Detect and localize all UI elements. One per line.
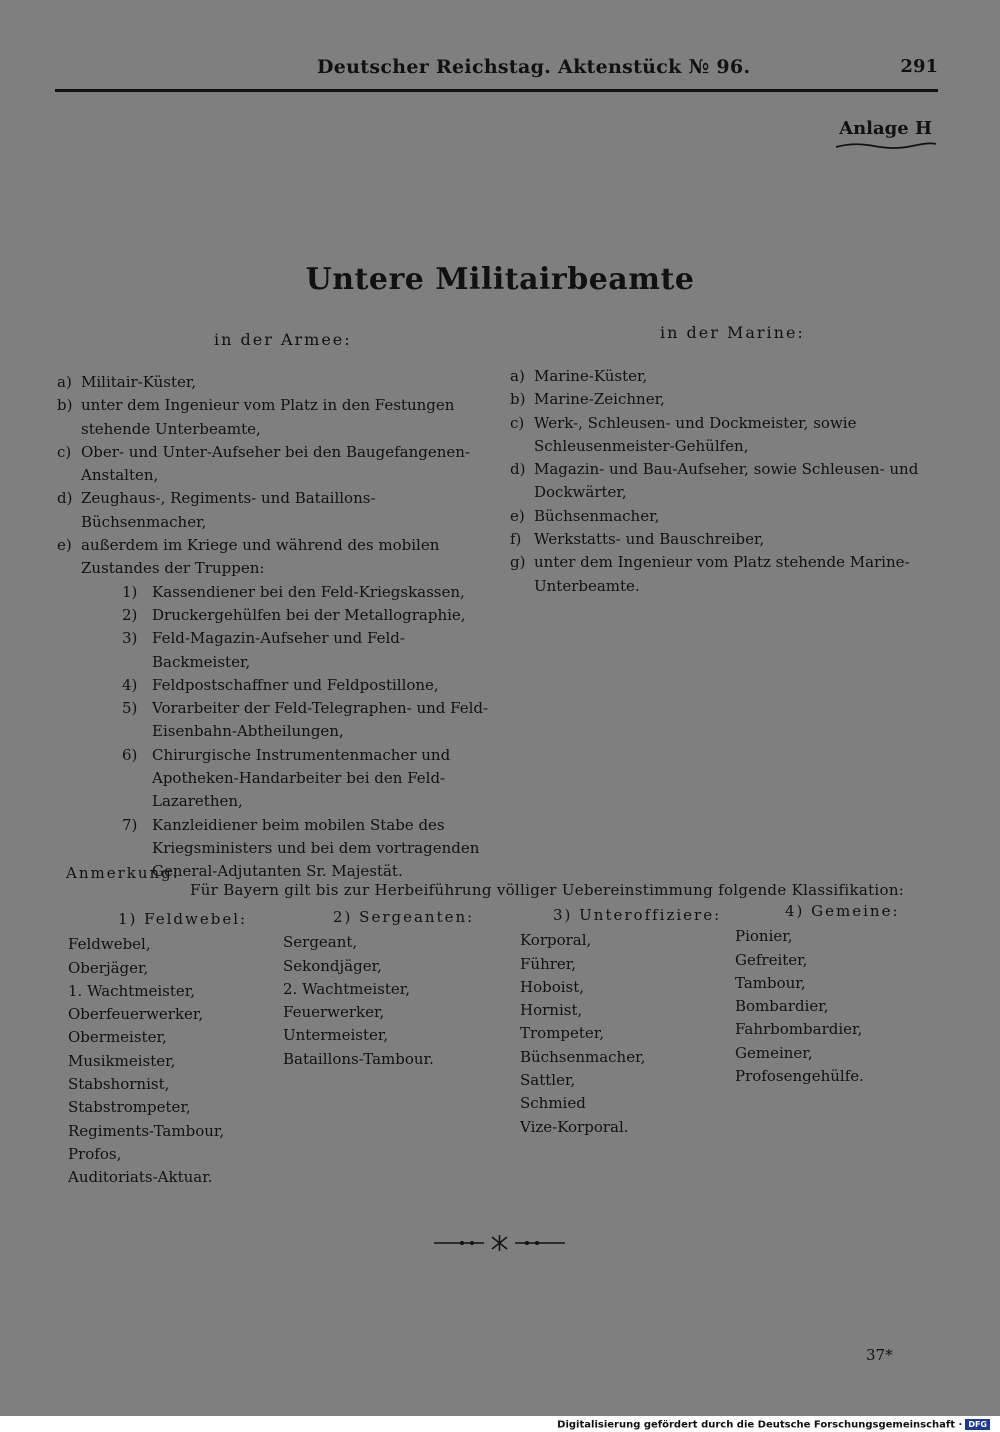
rank-item: Auditoriats-Aktuar. bbox=[68, 1168, 213, 1187]
footer-credit bbox=[557, 1419, 990, 1431]
army-items bbox=[57, 371, 493, 581]
folio-signature: 37* bbox=[866, 1346, 893, 1364]
item-text: Vorarbeiter der Feld-Telegraphen- und Feld-Eisenbahn-Abtheilungen, bbox=[152, 699, 489, 741]
rank-item: Büchsenmacher, bbox=[520, 1047, 646, 1066]
rank-item: Profosengehülfe. bbox=[735, 1067, 864, 1086]
rank-item: Musikmeister, bbox=[68, 1051, 176, 1070]
item-text: Zeughaus-, Regiments- und Bataillons-Büchsenmacher, bbox=[81, 489, 376, 531]
item-marker: b) bbox=[510, 390, 526, 409]
rank-item: Hornist, bbox=[520, 1001, 583, 1020]
list-item bbox=[510, 388, 942, 411]
rank-item: Vize-Korporal. bbox=[520, 1117, 629, 1136]
rank-item: Korporal, bbox=[520, 931, 592, 950]
rank-item: 1. Wachtmeister, bbox=[68, 981, 196, 1000]
rank-item: Sekondjäger, bbox=[283, 956, 382, 975]
ornament-divider-icon bbox=[432, 1232, 567, 1254]
item-marker: 7) bbox=[122, 815, 138, 834]
item-text: unter dem Ingenieur vom Platz in den Festungen stehende Unterbeamte, bbox=[81, 396, 455, 438]
rank-item: Sattler, bbox=[520, 1071, 576, 1090]
item-text: Magazin- und Bau-Aufseher, sowie Schleusen- und Dockwärter, bbox=[534, 460, 919, 502]
class-heading: 4) Gemeine: bbox=[785, 902, 900, 920]
rank-item: 2. Wachtmeister, bbox=[283, 979, 411, 998]
item-marker: f) bbox=[510, 530, 522, 549]
list-item bbox=[57, 534, 493, 581]
navy-list bbox=[510, 365, 942, 598]
rank-list bbox=[735, 925, 935, 1088]
page-title: Untere Militairbeamte bbox=[305, 262, 695, 297]
rank-item: Führer, bbox=[520, 954, 577, 973]
item-text: Militair-Küster, bbox=[81, 373, 197, 391]
list-item bbox=[510, 365, 942, 388]
sub-list-item bbox=[57, 674, 493, 697]
item-marker: a) bbox=[57, 373, 72, 391]
class-sergeanten bbox=[283, 906, 483, 1071]
rank-item: Feldwebel, bbox=[68, 935, 151, 954]
rank-item: Obermeister, bbox=[68, 1028, 167, 1047]
rank-item: Trompeter, bbox=[520, 1024, 605, 1043]
item-text: Kanzleidiener beim mobilen Stabe des Kriegsministers und bei dem vortragenden General-Adjutanten Sr. Majestät. bbox=[152, 815, 480, 881]
item-marker: e) bbox=[510, 506, 525, 525]
item-marker: 6) bbox=[122, 745, 138, 764]
item-marker: d) bbox=[57, 489, 73, 508]
anlage-label: Anlage H bbox=[839, 118, 932, 139]
item-text: unter dem Ingenieur vom Platz stehende Marine-Unterbeamte. bbox=[534, 553, 910, 595]
rank-item: Gefreiter, bbox=[735, 950, 808, 969]
item-marker: d) bbox=[510, 460, 526, 479]
item-text: Feldpostschaffner und Feldpostillone, bbox=[152, 675, 439, 694]
class-gemeine bbox=[735, 900, 935, 1088]
class-unteroffiziere bbox=[520, 904, 740, 1139]
rank-item: Feuerwerker, bbox=[283, 1003, 385, 1022]
page-number: 291 bbox=[900, 56, 938, 77]
running-header bbox=[55, 56, 938, 86]
rank-item: Stabshornist, bbox=[68, 1075, 170, 1094]
list-item bbox=[510, 458, 942, 505]
rank-item: Bombardier, bbox=[735, 997, 829, 1016]
army-list bbox=[57, 371, 493, 884]
item-text: außerdem im Kriege und während des mobilen Zustandes der Truppen: bbox=[81, 536, 440, 578]
rank-item: Schmied bbox=[520, 1094, 586, 1113]
rank-item: Sergeant, bbox=[283, 933, 358, 952]
note-label: Anmerkung: bbox=[66, 864, 180, 882]
list-item bbox=[57, 441, 493, 488]
rank-item: Stabstrompeter, bbox=[68, 1098, 191, 1117]
list-item bbox=[57, 487, 493, 534]
rank-list bbox=[68, 933, 258, 1189]
dfg-logo: DFG bbox=[965, 1419, 990, 1430]
list-item bbox=[510, 412, 942, 459]
note-intro: Für Bayern gilt bis zur Herbeiführung völliger Uebereinstimmung folgende Klassifikation: bbox=[190, 881, 905, 899]
item-marker: 4) bbox=[122, 675, 138, 694]
rank-item: Oberfeuerwerker, bbox=[68, 1005, 204, 1024]
item-marker: 3) bbox=[122, 629, 138, 648]
rank-item: Profos, bbox=[68, 1144, 122, 1163]
item-marker: 5) bbox=[122, 699, 138, 718]
item-text: Werkstatts- und Bauschreiber, bbox=[534, 530, 765, 549]
list-item bbox=[57, 394, 493, 441]
rank-item: Hoboist, bbox=[520, 977, 585, 996]
item-marker: e) bbox=[57, 536, 72, 555]
rank-item: Fahrbombardier, bbox=[735, 1020, 863, 1039]
list-item bbox=[510, 528, 942, 551]
class-feldwebel bbox=[68, 908, 258, 1190]
item-text: Feld-Magazin-Aufseher und Feld-Backmeister, bbox=[152, 629, 405, 671]
item-marker: c) bbox=[510, 413, 525, 432]
navy-heading: in der Marine: bbox=[660, 323, 805, 342]
item-marker: c) bbox=[57, 442, 72, 461]
rank-item: Untermeister, bbox=[283, 1026, 389, 1045]
header-rule bbox=[55, 89, 938, 92]
item-marker: a) bbox=[510, 367, 525, 385]
class-heading: 2) Sergeanten: bbox=[333, 908, 475, 926]
anlage-underline-flourish bbox=[834, 141, 938, 151]
rank-list bbox=[520, 929, 740, 1139]
rank-item: Bataillons-Tambour. bbox=[283, 1049, 434, 1068]
sub-list-item bbox=[57, 627, 493, 674]
class-heading: 3) Unteroffiziere: bbox=[553, 906, 722, 924]
footer-text: Digitalisierung gefördert durch die Deutsche Forschungsgemeinschaft · bbox=[557, 1419, 963, 1431]
sub-list-item bbox=[57, 697, 493, 744]
item-marker: 1) bbox=[122, 582, 138, 601]
item-marker: b) bbox=[57, 396, 73, 415]
rank-item: Tambour, bbox=[735, 973, 806, 992]
sub-list-item bbox=[57, 581, 493, 604]
item-text: Marine-Küster, bbox=[534, 367, 648, 385]
item-marker: 2) bbox=[122, 605, 138, 624]
item-marker: g) bbox=[510, 553, 526, 572]
sub-list-item bbox=[57, 604, 493, 627]
item-text: Kassendiener bei den Feld-Kriegskassen, bbox=[152, 582, 465, 601]
class-heading: 1) Feldwebel: bbox=[118, 910, 248, 928]
army-heading: in der Armee: bbox=[214, 330, 352, 349]
rank-item: Regiments-Tambour, bbox=[68, 1121, 225, 1140]
list-item bbox=[510, 551, 942, 598]
item-text: Büchsenmacher, bbox=[534, 506, 660, 525]
rank-item: Gemeiner, bbox=[735, 1043, 813, 1062]
list-item bbox=[57, 371, 493, 394]
navy-items bbox=[510, 365, 942, 598]
item-text: Ober- und Unter-Aufseher bei den Baugefangenen-Anstalten, bbox=[81, 442, 470, 485]
rank-item: Oberjäger, bbox=[68, 958, 149, 977]
header-title: Deutscher Reichstag. Aktenstück № 96. bbox=[317, 56, 751, 78]
item-text: Marine-Zeichner, bbox=[534, 390, 665, 409]
item-text: Chirurgische Instrumentenmacher und Apotheken-Handarbeiter bei den Feld-Lazarethen, bbox=[152, 745, 451, 811]
army-subitems bbox=[57, 581, 493, 884]
sub-list-item bbox=[57, 744, 493, 814]
list-item bbox=[510, 505, 942, 528]
rank-item: Pionier, bbox=[735, 927, 793, 946]
item-text: Druckergehülfen bei der Metallographie, bbox=[152, 605, 466, 624]
rank-list bbox=[283, 931, 483, 1071]
item-text: Werk-, Schleusen- und Dockmeister, sowie Schleusenmeister-Gehülfen, bbox=[534, 413, 857, 455]
